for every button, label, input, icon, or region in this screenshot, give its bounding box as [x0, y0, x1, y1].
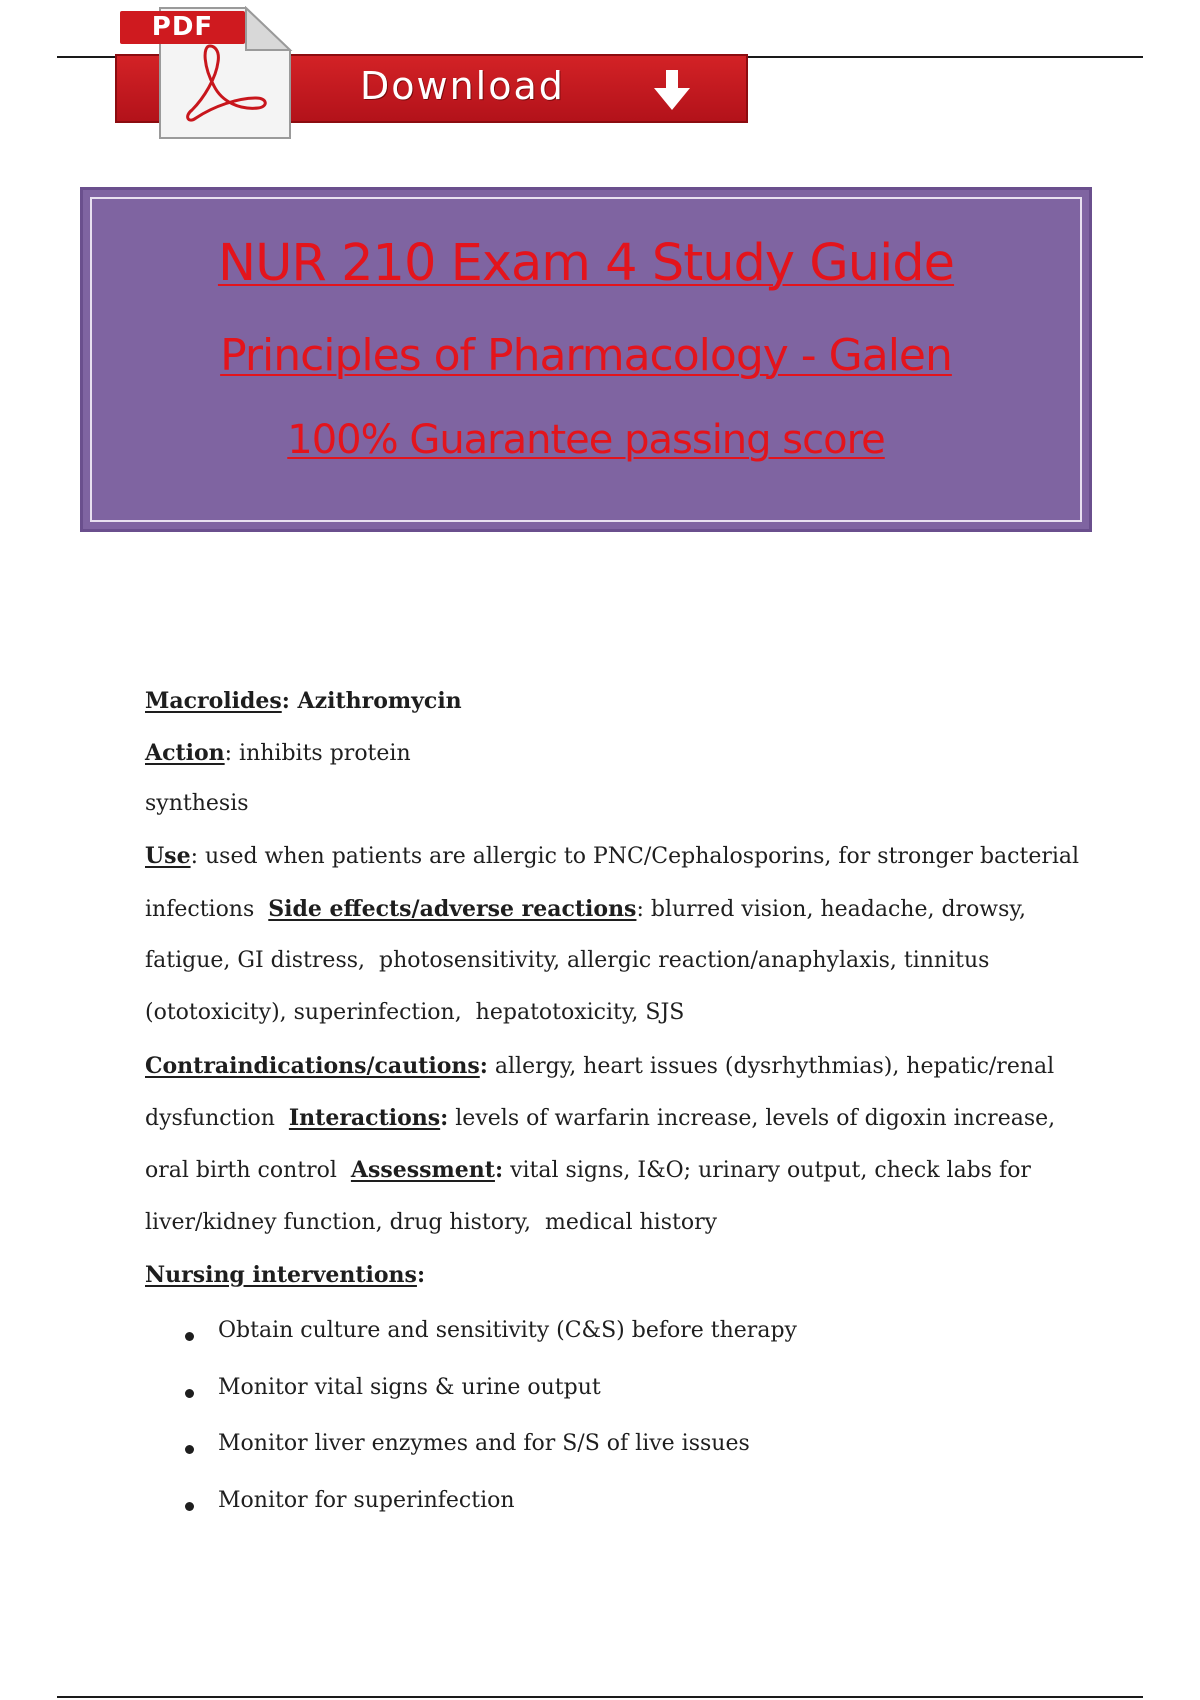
bullet-dot	[185, 1332, 194, 1341]
document-tagline: 100% Guarantee passing score	[287, 417, 885, 463]
contra-colon: :	[479, 1053, 488, 1079]
assessment-text-1: vital signs, I&O; urinary output, check labs for	[503, 1158, 1031, 1183]
drug-class-label: Macrolides	[145, 688, 282, 714]
interactions-line-2	[145, 1157, 1031, 1183]
assessment-colon: :	[494, 1157, 504, 1183]
interactions-colon: :	[440, 1105, 449, 1131]
interactions-text-1: levels of warfarin increase, levels of digoxin increase,	[448, 1106, 1056, 1131]
nursing-label: Nursing interventions	[145, 1262, 417, 1288]
pdf-badge: PDF	[120, 11, 245, 44]
contra-label: Contraindications/cautions	[145, 1053, 480, 1079]
list-item-text: Obtain culture and sensitivity (C&S) before therapy	[218, 1318, 797, 1343]
bullet-dot	[185, 1502, 194, 1511]
document-title: NUR 210 Exam 4 Study Guide	[217, 234, 955, 293]
drug-name: : Azithromycin	[281, 688, 462, 714]
action-line-2	[145, 791, 249, 816]
nursing-colon: :	[416, 1262, 426, 1288]
list-item-text: Monitor vital signs & urine output	[218, 1375, 601, 1400]
contra-line-1	[145, 1053, 1054, 1079]
action-line-1	[145, 740, 411, 766]
bottom-rule	[57, 1696, 1143, 1698]
use-text-2: infections	[145, 897, 269, 922]
side-effects-text-2: fatigue, GI distress, photosensitivity, allergic reaction/anaphylaxis, tinnitus	[145, 948, 990, 973]
drug-header-line	[145, 688, 462, 714]
use-line-2	[145, 896, 1026, 922]
assessment-text-2: liver/kidney function, drug history, medical history	[145, 1210, 718, 1235]
action-label: Action	[145, 740, 225, 766]
action-text-1: : inhibits protein	[224, 741, 411, 766]
title-box	[80, 187, 1092, 532]
list-item-text: Monitor liver enzymes and for S/S of live issues	[218, 1431, 750, 1456]
contra-text-1: allergy, heart issues (dysrhythmias), hepatic/renal	[487, 1054, 1055, 1079]
side-effects-text-3: (ototoxicity), superinfection, hepatotoxicity, SJS	[145, 1000, 685, 1025]
side-effects-label: Side effects/adverse reactions	[268, 896, 637, 922]
action-text-2: synthesis	[145, 791, 249, 816]
contra-line-2	[145, 1105, 1055, 1131]
list-item-text: Monitor for superinfection	[218, 1488, 515, 1513]
use-line-1	[145, 843, 1079, 869]
use-text-1: : used when patients are allergic to PNC/Cephalosporins, for stronger bacterial	[190, 844, 1080, 869]
side-effects-line-2	[145, 948, 989, 973]
document-subtitle: Principles of Pharmacology - Galen	[220, 330, 952, 381]
side-effects-line-3	[145, 1000, 684, 1025]
use-label: Use	[145, 843, 191, 869]
assessment-label: Assessment	[350, 1157, 495, 1183]
download-arrow-icon	[650, 68, 694, 112]
interactions-label: Interactions	[288, 1105, 441, 1131]
assessment-line-2	[145, 1210, 717, 1235]
bullet-dot	[185, 1389, 194, 1398]
contra-text-2: dysfunction	[145, 1106, 289, 1131]
download-label: Download	[360, 64, 565, 108]
nursing-line	[145, 1262, 425, 1288]
bullet-dot	[185, 1445, 194, 1454]
interactions-text-2: oral birth control	[145, 1158, 351, 1183]
side-effects-text-1: : blurred vision, headache, drowsy,	[636, 897, 1026, 922]
